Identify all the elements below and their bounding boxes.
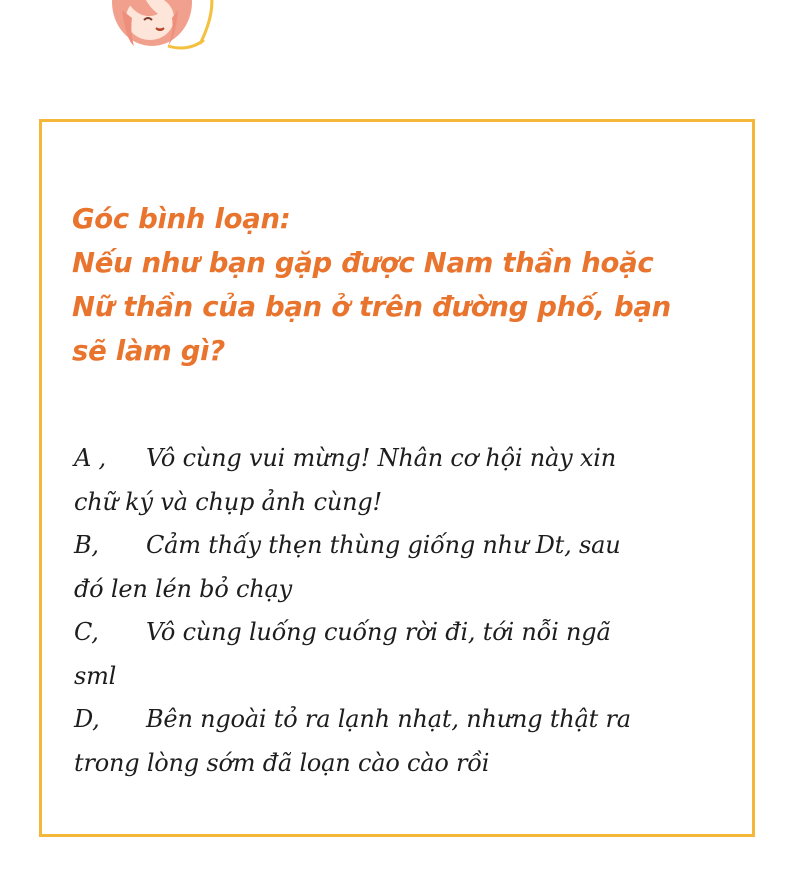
option-letter: B, [74, 531, 99, 559]
option-letter: A , [74, 444, 106, 472]
option-text: Cảm thấy thẹn thùng giống như Dt, sau [146, 531, 621, 559]
question-line: Nếu như bạn gặp được Nam thần hoặc [72, 247, 654, 279]
question-line: Góc bình loạn: [72, 203, 291, 235]
option-letter: D, [74, 705, 100, 733]
answer-option-a-continued: chữ ký và chụp ảnh cùng! [74, 487, 382, 516]
answer-option-c-continued: sml [74, 661, 117, 690]
answer-option-b [74, 524, 744, 568]
answer-option-a [74, 437, 744, 481]
option-text: Vô cùng luống cuống rời đi, tới nỗi ngã [146, 618, 611, 646]
chibi-avatar-icon [100, 0, 240, 50]
answer-options [74, 437, 744, 785]
answer-option-d [74, 698, 744, 742]
answer-option-c [74, 611, 744, 655]
option-text: Vô cùng vui mừng! Nhân cơ hội này xin [146, 444, 616, 472]
option-text: Bên ngoài tỏ ra lạnh nhạt, nhưng thật ra [146, 705, 631, 733]
option-letter: C, [74, 618, 99, 646]
answer-option-d-continued: trong lòng sớm đã loạn cào cào rồi [74, 748, 490, 777]
question-line: sẽ làm gì? [72, 335, 225, 367]
chibi-avatar-illustration [100, 0, 240, 50]
discussion-question [72, 197, 742, 373]
answer-option-b-continued: đó len lén bỏ chạy [74, 574, 292, 603]
question-line: Nữ thần của bạn ở trên đường phố, bạn [72, 291, 671, 323]
